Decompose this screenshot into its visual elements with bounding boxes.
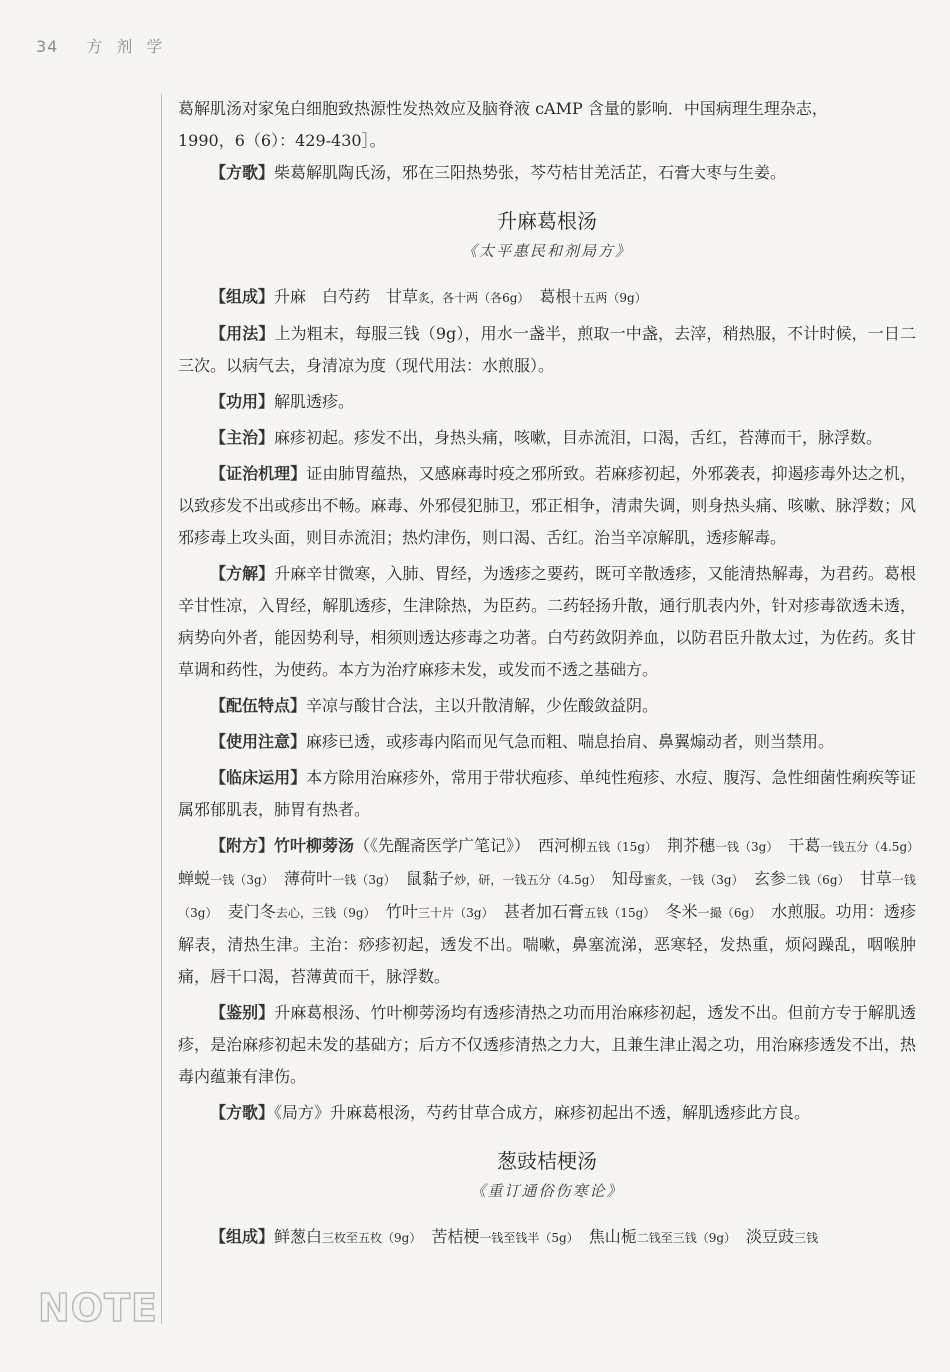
text-run: 葛根 [523, 287, 572, 306]
section-label: 【鉴别】 [210, 1003, 275, 1022]
section-label: 【主治】 [210, 428, 275, 447]
features-paragraph [178, 690, 916, 722]
text-run: 薄荷叶 [267, 869, 333, 888]
formula-name: 竹叶柳蒡汤 [274, 836, 355, 855]
composition-paragraph [178, 281, 916, 314]
dosage-annotation: 五钱（15g） [584, 906, 650, 920]
dosage-annotation: 二钱至三钱（9g） [636, 1231, 731, 1245]
dosage-annotation: 三钱 [794, 1231, 819, 1245]
text-run: 焦山栀 [572, 1227, 637, 1246]
section-text: 《局方》升麻葛根汤，芍药甘草合成方，麻疹初起出不透，解肌透疹此方良。 [274, 1103, 811, 1122]
text-run: 淡豆豉 [730, 1227, 795, 1246]
differentiation-paragraph [178, 997, 916, 1093]
reference-line-2: 1990，6（6）：429-430］。 [178, 131, 386, 150]
dosage-annotation: 炙，各十两（各6g） [418, 291, 524, 305]
text-run: 冬米 [649, 902, 698, 921]
dosage-annotation: 蜜炙，一钱（3g） [643, 873, 738, 887]
section-label: 【附方】 [210, 836, 275, 855]
formula-source: 《太平惠民和剂局方》 [461, 242, 632, 260]
text-run: 蝉蜕 [178, 836, 930, 888]
text-run: 知母 [595, 869, 644, 888]
text-run: 竹叶 [369, 902, 418, 921]
page-body [178, 93, 930, 1254]
formula-title: 葱豉桔梗汤 [497, 1149, 597, 1173]
function-paragraph [178, 386, 916, 418]
text-run: 干葛 [772, 836, 821, 855]
dosage-annotation: 一钱（3g） [210, 873, 268, 887]
section-label: 【配伍特点】 [210, 696, 307, 715]
text-run: 苦桔梗 [415, 1227, 480, 1246]
text-run: 甚者加石膏 [487, 902, 585, 921]
appendix-paragraph [178, 830, 930, 993]
section-text: 麻疹已透，或疹毒内陷而见气急而粗、喘息抬肩、鼻翼煽动者，则当禁用。 [306, 732, 835, 751]
section-label: 【组成】 [210, 1227, 275, 1246]
running-title: 方剂学 [86, 37, 177, 56]
text-run: 甘草 [843, 869, 892, 888]
dosage-annotation: 去心，三钱（9g） [275, 906, 370, 920]
composition-text [274, 1227, 818, 1246]
formula-source: 《重订通俗伤寒论》 [470, 1182, 624, 1200]
page-number: 34 [36, 37, 59, 56]
formula-title: 升麻葛根汤 [497, 209, 597, 233]
running-header [36, 34, 176, 57]
text-run: 白芍药 [306, 287, 371, 306]
dosage-annotation: 二钱（6g） [785, 873, 844, 887]
section-label: 【组成】 [210, 287, 275, 306]
section-text: 本方除用治麻疹外，常用于带状疱疹、单纯性疱疹、水痘、腹泻、急性细菌性痢疾等证属邪郁肌表，肺胃有热者。 [178, 768, 916, 819]
text-run: （《先醒斋医学广笔记》） 西河柳 [354, 836, 587, 855]
section-label: 【使用注意】 [210, 732, 307, 751]
dosage-annotation: 一钱（3g） [715, 840, 773, 854]
analysis-paragraph [178, 558, 916, 686]
dosage-annotation: 五钱（15g） [586, 840, 651, 854]
caution-paragraph [178, 726, 916, 758]
mechanism-paragraph [178, 458, 916, 554]
reference-line-1: 葛解肌汤对家兔白细胞致热源性发热效应及脑脊液 cAMP 含量的影响．中国病理生理杂志， [178, 99, 828, 118]
clinical-paragraph [178, 762, 916, 826]
dosage-annotation: 三十片（3g） [417, 906, 488, 920]
dosage-annotation: 一撮（6g） [697, 906, 756, 920]
composition-paragraph [178, 1221, 916, 1254]
text-run: 鼠黏子 [389, 869, 455, 888]
section-label: 【临床运用】 [210, 768, 307, 787]
composition-text [274, 287, 647, 306]
section-text: 柴葛解肌陶氏汤，邪在三阳热势张，芩芍桔甘羌活芷，石膏大枣与生姜。 [274, 163, 787, 182]
section-label: 【方歌】 [210, 163, 275, 182]
section-text: 升麻葛根汤、竹叶柳蒡汤均有透疹清热之功而用治麻疹初起，透发不出。但前方专于解肌透疹，是治麻疹初起未发的基础方；后方不仅透疹清热之力大，且兼生津止渴之功，用治麻疹透发不出，热毒内蕴兼有津伤。 [178, 1003, 916, 1086]
dosage-annotation: 十五两（9g） [571, 291, 647, 305]
section-text: 上为粗末，每服三钱（9g），用水一盏半，煎取一中盏，去滓，稍热服，不计时候，一日二三次。以病气去，身清凉为度（现代用法：水煎服）。 [178, 324, 916, 375]
usage-paragraph [178, 318, 916, 382]
section-text: 麻疹初起。疹发不出，身热头痛，咳嗽，目赤流泪，口渴，舌红，苔薄而干，脉浮数。 [274, 428, 883, 447]
section-label: 【功用】 [210, 392, 275, 411]
indication-paragraph [178, 422, 916, 454]
dosage-annotation: 一钱（3g） [178, 873, 916, 920]
section-label: 【方解】 [210, 564, 275, 583]
song-paragraph [178, 1097, 916, 1129]
text-run: 甘草 [370, 287, 419, 306]
dosage-annotation: 三枚至五枚（9g） [322, 1231, 416, 1245]
dosage-annotation: 炒，研，一钱五分（4.5g） [454, 873, 596, 887]
section-label: 【方歌】 [210, 1103, 275, 1122]
section-text: 证由肺胃蕴热，又感麻毒时疫之邪所致。若麻疹初起，外邪袭表，抑遏疹毒外达之机，以致疹发不出或疹出不畅。麻毒、外邪侵犯肺卫，邪正相争，清肃失调，则身热头痛、咳嗽、脉浮数；风邪疹毒上攻头面，则目赤流泪；热灼津伤，则口渴、舌红。治当辛凉解肌，透疹解毒。 [178, 464, 916, 547]
text-run: 升麻 [274, 287, 307, 306]
dosage-annotation: 一钱（3g） [332, 873, 390, 887]
dosage-annotation: 一钱五分（4.5g） [820, 840, 914, 854]
note-margin-mark: NOTE [38, 1286, 158, 1330]
intro-song-paragraph [178, 157, 916, 189]
text-run: 玄参 [737, 869, 786, 888]
text-run: 麦门冬 [211, 902, 276, 921]
section-text: 升麻辛甘微寒，入肺、胃经，为透疹之要药，既可辛散透疹，又能清热解毒，为君药。葛根辛甘性凉，入胃经，解肌透疹，生津除热，为臣药。二药轻扬升散，通行肌表内外，针对疹毒欲透未透，病势向外者，能因势利导，相须则透达疹毒之功著。白芍药敛阴养血，以防君臣升散太过，为佐药。炙甘草调和药性，为使药。本方为治疗麻疹未发，或发而不透之基础方。 [178, 564, 916, 679]
margin-rule [161, 94, 162, 1324]
dosage-annotation: 一钱至钱半（5g） [479, 1231, 573, 1245]
section-text: 辛凉与酸甘合法，主以升散清解，少佐酸敛益阴。 [306, 696, 659, 715]
text-run: 鲜葱白 [274, 1227, 323, 1246]
section-text: 解肌透疹。 [274, 392, 355, 411]
section-label: 【证治机理】 [210, 464, 307, 483]
text-run: 水煎服。功用：透疹解表，清热生津。主治：痧疹初起，透发不出。喘嗽，鼻塞流涕，恶寒轻，发热重，烦闷躁乱，咽喉肿痛，唇干口渴，苔薄黄而干，脉浮数。 [178, 902, 916, 986]
text-run: 荆芥穗 [651, 836, 716, 855]
section-label: 【用法】 [210, 324, 275, 343]
appendix-text [178, 836, 929, 986]
